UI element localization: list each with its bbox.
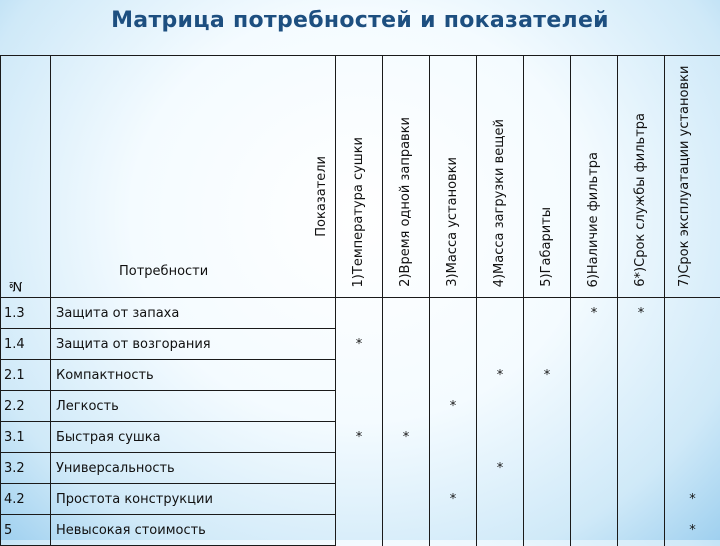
relation-mark: * [497,461,504,476]
matrix-cell [336,453,383,484]
matrix-cell [618,484,665,515]
row-number: 2.1 [1,360,51,391]
table-row [1,422,720,453]
matrix-cell [336,329,383,360]
row-number: 2.2 [1,391,51,422]
matrix-cell [383,515,430,546]
matrix-cell [524,453,571,484]
matrix-body [1,298,720,546]
matrix-cell [618,422,665,453]
matrix-cell [524,360,571,391]
relation-mark: * [403,430,410,445]
matrix-cell [477,484,524,515]
matrix-cell [477,329,524,360]
matrix-cell [430,360,477,391]
matrix-cell [618,298,665,329]
row-number: 5 [1,515,51,546]
matrix-cell [618,391,665,422]
matrix-cell [430,422,477,453]
relation-mark: * [591,306,598,321]
row-number: 1.3 [1,298,51,329]
needs-indicators-matrix [0,55,720,546]
relation-mark: * [356,337,363,352]
matrix-cell [383,298,430,329]
row-number: 1.4 [1,329,51,360]
matrix-cell [665,391,720,422]
relation-mark: * [544,368,551,383]
indicator-header-1: 1)Температура сушки [336,56,383,298]
matrix-cell [524,391,571,422]
matrix-cell [524,515,571,546]
matrix-cell [665,298,720,329]
row-need: Защита от возгорания [51,329,336,360]
matrix-cell [618,329,665,360]
relation-mark: * [356,430,363,445]
table-row [1,484,720,515]
table-row [1,515,720,546]
matrix-cell [477,298,524,329]
matrix-cell [571,515,618,546]
matrix-cell [383,360,430,391]
matrix-cell [524,329,571,360]
relation-mark: * [497,368,504,383]
indicator-header-2: 2)Время одной заправки [383,56,430,298]
matrix-cell [571,484,618,515]
page-title: Матрица потребностей и показателей [0,8,720,33]
indicator-header-5: 5)Габариты [524,56,571,298]
indicator-header-7: 7)Срок эксплуатации установки [665,56,720,298]
matrix-cell [665,515,720,546]
matrix-cell [336,360,383,391]
matrix-cell [665,360,720,391]
matrix-cell [571,329,618,360]
relation-mark: * [450,492,457,507]
matrix-cell [336,298,383,329]
header-row [1,56,720,298]
table-row [1,298,720,329]
matrix-cell [618,453,665,484]
relation-mark: * [689,492,696,507]
matrix-cell [477,422,524,453]
matrix-cell [336,422,383,453]
row-number: 3.1 [1,422,51,453]
relation-mark: * [689,523,696,538]
needs-indicators-header [51,56,336,298]
matrix-cell [430,453,477,484]
row-need: Быстрая сушка [51,422,336,453]
matrix-cell [524,298,571,329]
matrix-cell [618,515,665,546]
row-need: Защита от запаха [51,298,336,329]
matrix-cell [524,484,571,515]
matrix-cell [336,391,383,422]
matrix-cell [571,298,618,329]
number-header-label: № [9,278,23,293]
table-row [1,360,720,391]
matrix-cell [336,484,383,515]
row-need: Легкость [51,391,336,422]
row-number: 3.2 [1,453,51,484]
row-number: 4.2 [1,484,51,515]
matrix-cell [618,360,665,391]
row-need: Простота конструкции [51,484,336,515]
matrix-cell [383,453,430,484]
matrix-cell [430,391,477,422]
indicator-header-6star: 6*)Срок службы фильтра [618,56,665,298]
matrix-cell [477,391,524,422]
matrix-cell [336,515,383,546]
relation-mark: * [450,399,457,414]
matrix-cell [383,329,430,360]
matrix-cell [665,422,720,453]
matrix-cell [430,484,477,515]
matrix-cell [430,515,477,546]
matrix-cell [665,484,720,515]
matrix-cell [571,422,618,453]
matrix-cell [383,484,430,515]
matrix-cell [571,453,618,484]
matrix-cell [477,360,524,391]
number-header [1,56,51,298]
matrix-cell [383,422,430,453]
table-row [1,329,720,360]
indicator-header-3: 3)Масса установки [430,56,477,298]
matrix-cell [430,329,477,360]
matrix-cell [665,453,720,484]
matrix-cell [477,515,524,546]
table-row [1,453,720,484]
table-row [1,391,720,422]
indicators-header-label: Показатели [315,156,329,237]
matrix-cell [571,391,618,422]
relation-mark: * [638,306,645,321]
needs-header-label: Потребности [119,264,208,279]
matrix-cell [477,453,524,484]
row-need: Невысокая стоимость [51,515,336,546]
indicator-header-4: 4)Масса загрузки вещей [477,56,524,298]
matrix-cell [430,298,477,329]
matrix-cell [665,329,720,360]
matrix-cell [571,360,618,391]
row-need: Универсальность [51,453,336,484]
indicator-header-6: 6)Наличие фильтра [571,56,618,298]
matrix-cell [383,391,430,422]
matrix-cell [524,422,571,453]
row-need: Компактность [51,360,336,391]
